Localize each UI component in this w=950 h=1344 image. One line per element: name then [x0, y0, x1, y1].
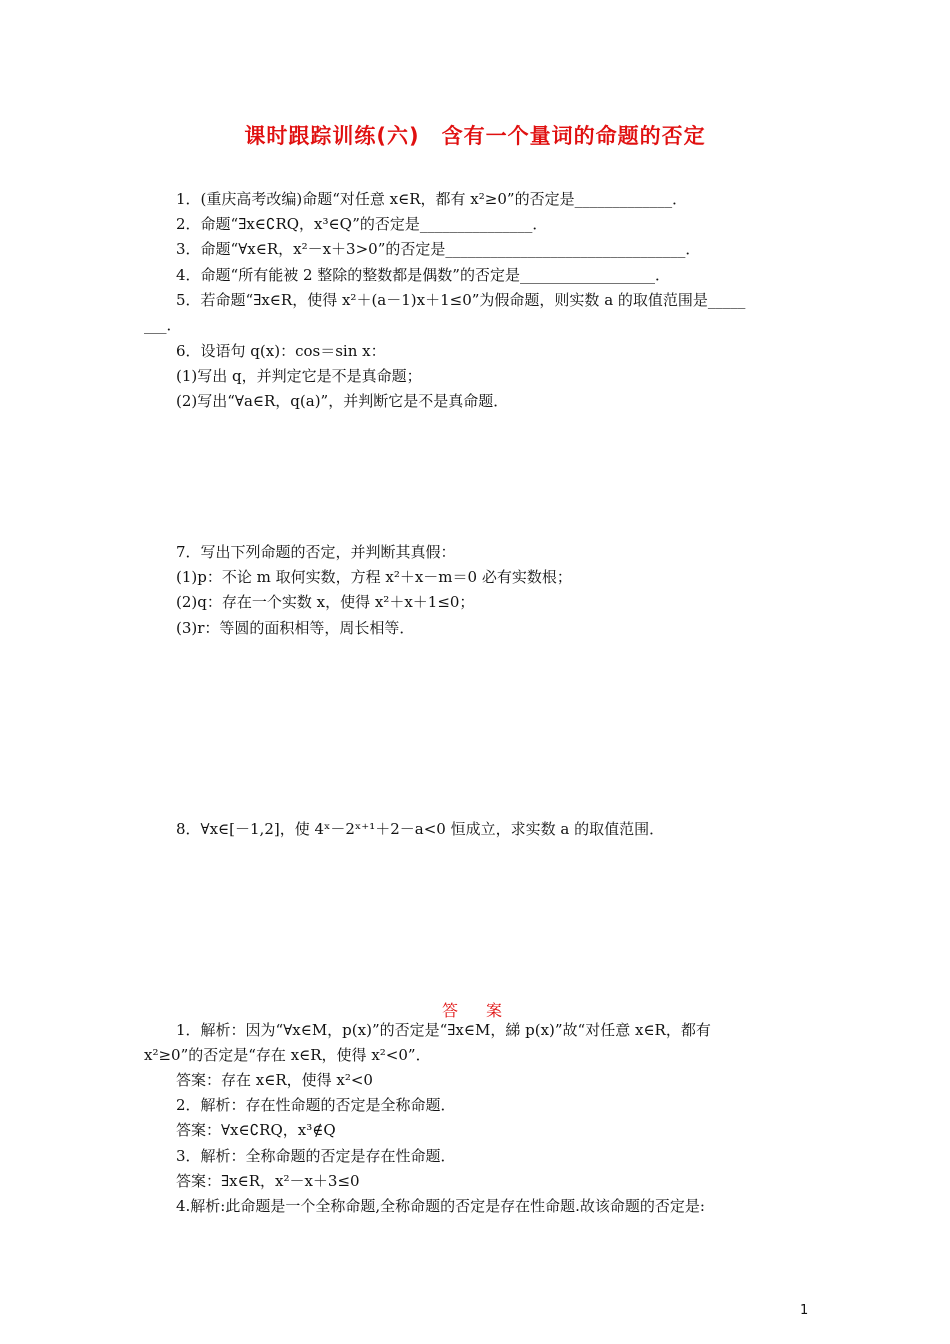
question-2: 2．命题“∃x∈∁RQ，x³∈Q”的否定是_______________．	[176, 215, 548, 233]
page-title: 课时跟踪训练(六) 含有一个量词的命题的否定	[244, 124, 706, 148]
answer-4: 4.解析:此命题是一个全称命题,全称命题的否定是存在性命题.故该命题的否定是:	[176, 1197, 705, 1215]
question-6: 6．设语句 q(x)：cos＝sin x：	[176, 342, 386, 360]
question-7-part-3: (3)r：等圆的面积相等，周长相等．	[176, 619, 415, 637]
question-5-line2: ___．	[144, 316, 182, 334]
question-4: 4．命题“所有能被 2 整除的整数都是偶数”的否定是__________________．	[176, 266, 670, 284]
answers-heading: 答 案	[441, 1001, 508, 1020]
answer-1-result: 答案：存在 x∈R，使得 x²<0	[176, 1071, 373, 1089]
answer-2: 2．解析：存在性命题的否定是全称命题．	[176, 1096, 456, 1114]
question-1: 1．(重庆高考改编)命题“对任意 x∈R，都有 x²≥0”的否定是_____________．	[176, 190, 688, 208]
question-8: 8．∀x∈[－1,2]，使 4ˣ－2ˣ⁺¹＋2－a<0 恒成立，求实数 a 的取值范围．	[176, 820, 665, 838]
question-6-part-2: (2)写出“∀a∈R，q(a)”，并判断它是不是真命题．	[176, 392, 509, 410]
answer-1-line1: 1．解析：因为“∀x∈M，p(x)”的否定是“∃x∈M，綈 p(x)”故“对任意 x∈R，都有	[176, 1021, 711, 1039]
answer-3-result: 答案：∃x∈R，x²－x＋3≤0	[176, 1172, 360, 1190]
answer-1-line2: x²≥0”的否定是“存在 x∈R，使得 x²<0”．	[144, 1046, 431, 1064]
page-number: 1	[800, 1303, 809, 1318]
question-7-part-2: (2)q：存在一个实数 x，使得 x²＋x＋1≤0；	[176, 593, 475, 611]
question-6-part-1: (1)写出 q，并判定它是不是真命题；	[176, 367, 422, 385]
question-5-line1: 5．若命题“∃x∈R，使得 x²＋(a－1)x＋1≤0”为假命题，则实数 a 的取值范围是_____	[176, 291, 746, 309]
question-3: 3．命题“∀x∈R，x²－x＋3>0”的否定是________________________________．	[176, 240, 701, 258]
question-7-part-1: (1)p：不论 m 取何实数，方程 x²＋x－m＝0 必有实数根；	[176, 568, 572, 586]
question-7: 7．写出下列命题的否定，并判断其真假：	[176, 543, 456, 561]
answer-2-result: 答案：∀x∈∁RQ，x³∉Q	[176, 1121, 336, 1139]
answer-3: 3．解析：全称命题的否定是存在性命题．	[176, 1147, 456, 1165]
